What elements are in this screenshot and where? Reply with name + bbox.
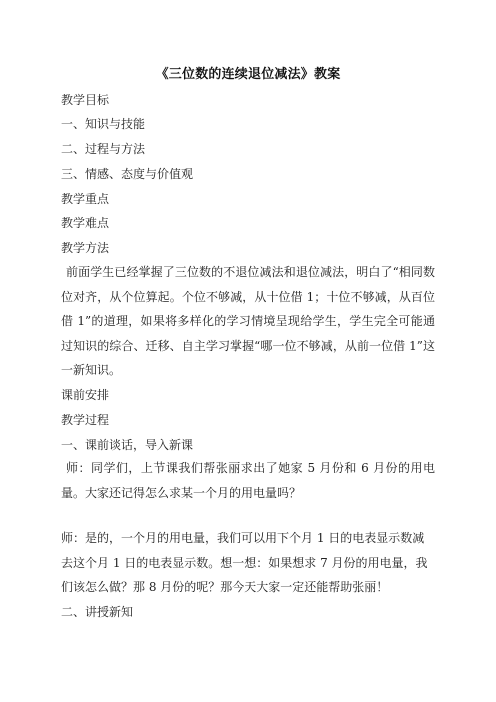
teacher-paragraph-1: 师：同学们，上节课我们帮张丽求出了她家 5 月份和 6 月份的用电量。大家还记得怎么求某一个月的用电量吗？ — [61, 461, 435, 500]
teacher-line-1: 师：是的，一个月的用电量，我们可以用下个月 1 日的电表显示数减 — [61, 531, 425, 545]
heading-difficulties: 教学难点 — [61, 216, 110, 230]
heading-process-methods: 二、过程与方法 — [61, 142, 146, 156]
heading-emotion-values: 三、情感、态度与价值观 — [61, 167, 194, 181]
heading-section-one: 一、课前谈话，导入新课 — [61, 438, 194, 452]
heading-knowledge-skills: 一、知识与技能 — [61, 117, 146, 131]
heading-teaching-process: 教学过程 — [61, 413, 110, 427]
heading-pre-class: 课前安排 — [61, 388, 110, 402]
teacher-line-3: 们该怎么做？那 8 月份的呢？那今天大家一定还能帮助张丽！ — [61, 580, 389, 594]
heading-section-two: 二、讲授新知 — [61, 605, 134, 619]
heading-key-points: 教学重点 — [61, 192, 110, 206]
heading-teaching-methods: 教学方法 — [61, 241, 110, 255]
teacher-line-2: 去这个月 1 日的电表显示数。想一想：如果想求 7 月份的用电量，我 — [61, 556, 428, 570]
method-paragraph: 前面学生已经掌握了三位数的不退位减法和退位减法，明白了“相同数位对齐，从个位算起。个位不够减，从十位借 1；十位不够减，从百位借 1”的道理，如果将多样化的学习情境呈现给学生，学生完全可能通过知识的综合、迁移、自主学习掌握“哪一位不够减，从前一位借 1”这一新知识。 — [61, 265, 435, 378]
heading-teaching-goals: 教学目标 — [61, 93, 110, 107]
document-title: 《三位数的连续退位减法》教案 — [155, 67, 341, 82]
